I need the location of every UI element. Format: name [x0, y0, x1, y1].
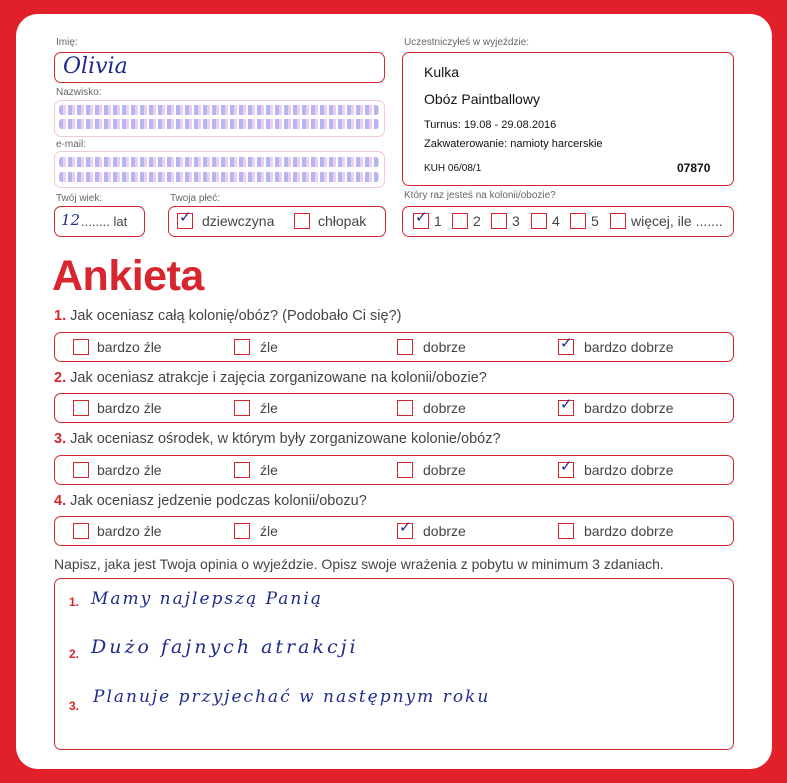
- name-label: Imię:: [56, 37, 78, 48]
- opinion-line-2: Dużo fajnych atrakcji: [91, 636, 359, 658]
- camp-title: Obóz Paintballowy: [424, 91, 540, 107]
- rating-3-option-4-checkbox[interactable]: [558, 457, 574, 478]
- rating-4-option-1-checkbox[interactable]: [73, 523, 89, 539]
- times-5-checkbox[interactable]: [570, 213, 586, 229]
- rating-row-2: [54, 393, 734, 423]
- rating-option-label: źle: [260, 523, 278, 539]
- question-2: [54, 370, 487, 386]
- rating-1-option-2-checkbox[interactable]: [234, 339, 250, 355]
- times-2-checkbox[interactable]: [452, 213, 468, 229]
- opinion-number: 1.: [69, 595, 80, 609]
- rating-option-label: bardzo źle: [97, 523, 162, 539]
- opinion-prompt: Napisz, jaka jest Twoja opinia o wyjeździe. Opisz swoje wrażenia z pobytu w minimum 3 zdaniach.: [54, 556, 664, 572]
- rating-option-label: dobrze: [423, 462, 466, 478]
- camp-code: KUH 06/08/1: [424, 163, 482, 174]
- email-label: e-mail:: [56, 139, 87, 150]
- times-5-label: 5: [591, 213, 599, 229]
- question-3: [54, 431, 501, 447]
- rating-3-option-3-checkbox[interactable]: [397, 462, 413, 478]
- times-3-label: 3: [512, 213, 520, 229]
- camp-number: 07870: [677, 161, 711, 175]
- question-number: 2.: [54, 370, 67, 386]
- age-value: 12: [61, 211, 81, 229]
- question-4: [54, 493, 367, 509]
- rating-option-label: bardzo źle: [97, 462, 162, 478]
- surname-label: Nazwisko:: [56, 87, 102, 98]
- name-field[interactable]: [54, 52, 385, 83]
- rating-option-label: bardzo dobrze: [584, 400, 674, 416]
- question-number: 1.: [54, 308, 67, 324]
- gender-label: Twoja płeć:: [170, 193, 221, 204]
- rating-2-option-3-checkbox[interactable]: [397, 400, 413, 416]
- rating-option-label: dobrze: [423, 400, 466, 416]
- gender-field: [168, 206, 386, 237]
- times-1-label: 1: [434, 213, 442, 229]
- gender-male-checkbox[interactable]: [294, 213, 310, 229]
- times-4-label: 4: [552, 213, 560, 229]
- rating-4-option-4-checkbox[interactable]: [558, 523, 574, 539]
- times-3-checkbox[interactable]: [491, 213, 507, 229]
- rating-1-option-4-checkbox[interactable]: [558, 334, 574, 355]
- rating-4-option-3-checkbox[interactable]: [397, 518, 413, 539]
- camp-accommodation: Zakwaterowanie: namioty harcerskie: [424, 138, 603, 150]
- camp-info-box: [402, 52, 734, 186]
- rating-option-label: źle: [260, 400, 278, 416]
- rating-row-1: [54, 332, 734, 362]
- rating-1-option-1-checkbox[interactable]: [73, 339, 89, 355]
- check-mark-icon: ✓: [560, 395, 573, 413]
- rating-3-option-2-checkbox[interactable]: [234, 462, 250, 478]
- times-field: [402, 206, 734, 237]
- question-1: [54, 308, 401, 324]
- redaction: [59, 157, 379, 167]
- rating-option-label: dobrze: [423, 339, 466, 355]
- rating-option-label: bardzo dobrze: [584, 523, 674, 539]
- times-4-checkbox[interactable]: [531, 213, 547, 229]
- rating-option-label: źle: [260, 462, 278, 478]
- rating-option-label: bardzo dobrze: [584, 339, 674, 355]
- age-suffix: ........ lat: [81, 214, 128, 229]
- question-text: Jak oceniasz ośrodek, w którym były zorganizowane kolonie/obóz?: [70, 431, 501, 447]
- rating-3-option-1-checkbox[interactable]: [73, 462, 89, 478]
- name-value: Olivia: [63, 54, 128, 79]
- rating-row-3: [54, 455, 734, 485]
- question-text: Jak oceniasz jedzenie podczas kolonii/obozu?: [70, 493, 367, 509]
- opinion-box[interactable]: [54, 578, 734, 750]
- times-2-label: 2: [473, 213, 481, 229]
- rating-2-option-2-checkbox[interactable]: [234, 400, 250, 416]
- surname-field[interactable]: [54, 100, 385, 137]
- question-number: 3.: [54, 431, 67, 447]
- redaction: [59, 105, 379, 115]
- camp-name: Kulka: [424, 64, 460, 80]
- redaction: [59, 119, 379, 129]
- check-mark-icon: ✓: [415, 208, 428, 226]
- times-label: Który raz jesteś na kolonii/obozie?: [404, 190, 556, 201]
- check-mark-icon: ✓: [399, 518, 412, 536]
- rating-option-label: bardzo dobrze: [584, 462, 674, 478]
- opinion-line-3: Planuje przyjechać w następnym roku: [93, 687, 491, 707]
- times-1-checkbox[interactable]: [413, 208, 429, 229]
- check-mark-icon: ✓: [560, 334, 573, 352]
- opinion-line-1: Mamy najlepszą Panią: [91, 589, 323, 609]
- gender-female-label: dziewczyna: [202, 213, 275, 229]
- times-more-checkbox[interactable]: [610, 213, 626, 229]
- times-more-label: więcej, ile .......: [631, 213, 723, 229]
- check-mark-icon: ✓: [179, 208, 192, 226]
- participant-label: Uczestniczyłeś w wyjeździe:: [404, 37, 530, 48]
- redaction: [59, 172, 379, 182]
- rating-option-label: bardzo źle: [97, 339, 162, 355]
- question-number: 4.: [54, 493, 67, 509]
- rating-4-option-2-checkbox[interactable]: [234, 523, 250, 539]
- check-mark-icon: ✓: [560, 457, 573, 475]
- question-text: Jak oceniasz całą kolonię/obóz? (Podobało Ci się?): [70, 308, 402, 324]
- question-text: Jak oceniasz atrakcje i zajęcia zorganizowane na kolonii/obozie?: [70, 370, 487, 386]
- email-field[interactable]: [54, 151, 385, 188]
- camp-turnus: Turnus: 19.08 - 29.08.2016: [424, 119, 557, 131]
- rating-2-option-1-checkbox[interactable]: [73, 400, 89, 416]
- gender-male-label: chłopak: [318, 213, 367, 229]
- rating-option-label: źle: [260, 339, 278, 355]
- survey-title: Ankieta: [52, 252, 204, 300]
- rating-1-option-3-checkbox[interactable]: [397, 339, 413, 355]
- gender-female-checkbox[interactable]: [177, 208, 193, 229]
- opinion-number: 3.: [69, 699, 80, 713]
- opinion-number: 2.: [69, 647, 80, 661]
- age-label: Twój wiek:: [56, 193, 103, 204]
- age-field[interactable]: [54, 206, 145, 237]
- rating-2-option-4-checkbox[interactable]: [558, 395, 574, 416]
- rating-row-4: [54, 516, 734, 546]
- rating-option-label: bardzo źle: [97, 400, 162, 416]
- rating-option-label: dobrze: [423, 523, 466, 539]
